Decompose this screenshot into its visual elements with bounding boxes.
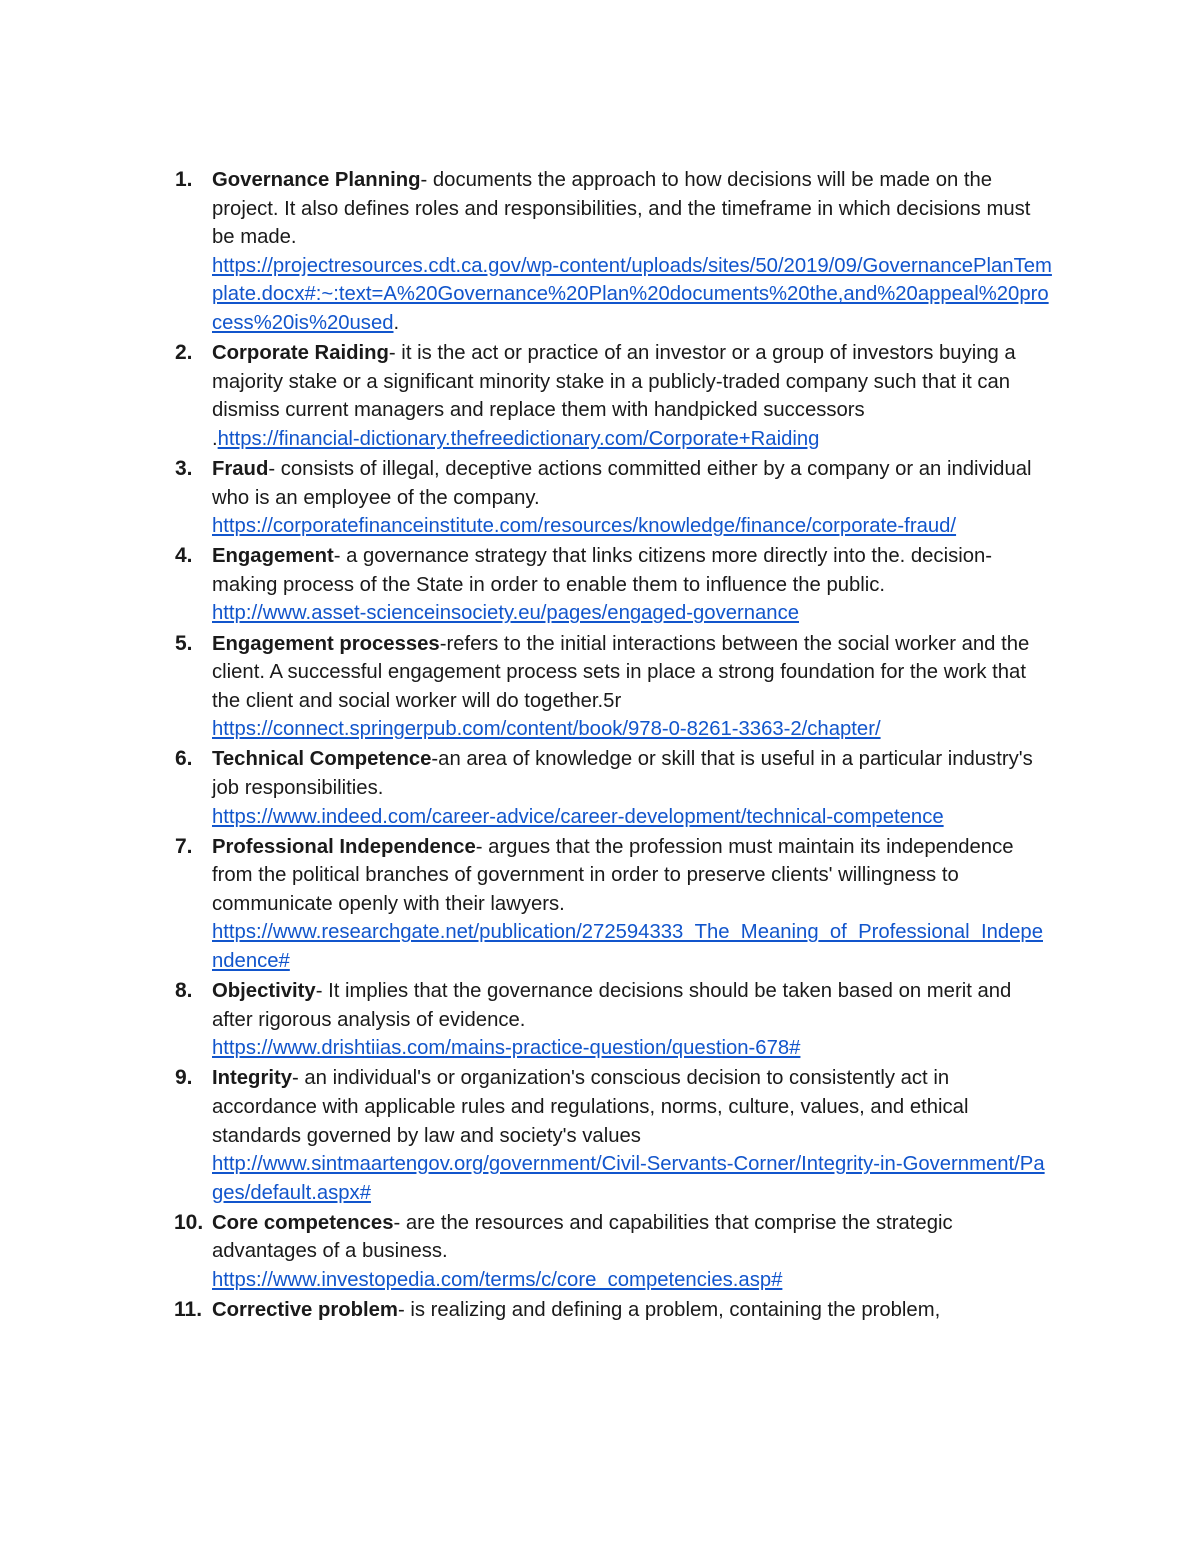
item-term: Core competences xyxy=(212,1211,394,1234)
list-item xyxy=(175,542,1052,628)
list-item xyxy=(175,833,1052,976)
item-link[interactable]: http://www.asset-scienceinsociety.eu/pages/engaged-governance xyxy=(212,602,800,625)
item-number: 11. xyxy=(174,1298,203,1322)
list-item xyxy=(174,1209,1052,1295)
item-definition: - are the resources and capabilities that comprise the strategic advantages of a business. xyxy=(212,1211,953,1263)
item-number: 9. xyxy=(175,1066,193,1090)
item-number: 5. xyxy=(175,631,193,655)
item-link-suffix: . xyxy=(393,311,400,334)
item-term: Objectivity xyxy=(212,980,316,1003)
item-term: Technical Competence xyxy=(212,748,432,771)
item-term: Corrective problem xyxy=(212,1299,398,1322)
item-link-prefix: . xyxy=(212,427,218,450)
item-number: 4. xyxy=(175,544,193,568)
item-link[interactable]: https://corporatefinanceinstitute.com/resources/knowledge/finance/corporate-fraud/ xyxy=(212,515,957,538)
item-number: 10. xyxy=(174,1210,204,1234)
item-term: Engagement xyxy=(212,545,334,568)
item-link[interactable]: https://financial-dictionary.thefreedictionary.com/Corporate+Raiding xyxy=(217,427,820,450)
item-term: Professional Independence xyxy=(212,835,476,858)
item-definition: - It implies that the governance decisions should be taken based on merit and after rigorous analysis of evidence. xyxy=(212,980,1012,1031)
item-number: 2. xyxy=(175,341,193,365)
list-item xyxy=(175,1064,1052,1207)
item-term: Engagement processes xyxy=(212,632,440,655)
item-link[interactable]: https://projectresources.cdt.ca.gov/wp-content/uploads/sites/50/2019/09/GovernancePlanTemplate.docx#:~:text=A%20Governance%20Plan%20documents%20the,and%20appeal%20process%20is%20used xyxy=(212,254,1052,334)
item-number: 8. xyxy=(175,979,193,1003)
item-number: 1. xyxy=(175,168,193,191)
item-number: 6. xyxy=(175,747,193,771)
list-item xyxy=(175,166,1052,338)
list-item xyxy=(175,977,1052,1063)
item-term: Corporate Raiding xyxy=(212,342,389,365)
item-link[interactable]: https://connect.springerpub.com/content/book/978-0-8261-3363-2/chapter/ xyxy=(212,718,881,741)
item-definition: - it is the act or practice of an investor or a group of investors buying a majority stake or a significant minority stake in a publicly-traded company such that it can dismiss current managers and replace them with handpicked successors xyxy=(212,342,1016,422)
item-link[interactable]: http://www.sintmaartengov.org/government/Civil-Servants-Corner/Integrity-in-Government/Pages/default.aspx# xyxy=(212,1153,1045,1204)
item-definition: - an individual's or organization's conscious decision to consistently act in accordance with applicable rules and regulations, norms, culture, values, and ethical standards governed by law and society's values xyxy=(212,1067,969,1147)
item-definition: - a governance strategy that links citizens more directly into the. decision-making process of the State in order to enable them to influence the public. xyxy=(212,545,993,596)
list-item xyxy=(175,455,1052,541)
item-link[interactable]: https://www.indeed.com/career-advice/career-development/technical-competence xyxy=(212,805,944,828)
item-definition: -an area of knowledge or skill that is useful in a particular industry's job responsibilities. xyxy=(212,748,1033,799)
item-term: Fraud xyxy=(212,457,269,480)
list-item xyxy=(175,630,1052,744)
item-link[interactable]: https://www.investopedia.com/terms/c/core_competencies.asp# xyxy=(212,1269,783,1292)
item-link[interactable]: https://www.researchgate.net/publication/272594333_The_Meaning_of_Professional_Independence# xyxy=(212,921,1043,973)
item-number: 3. xyxy=(175,456,193,480)
item-definition: - argues that the profession must maintain its independence from the political branches of government in order to preserve clients' willingness to communicate openly with their lawyers. xyxy=(212,835,1014,915)
item-definition: - documents the approach to how decisions will be made on the project. It also defines roles and responsibilities, and the timeframe in which decisions must be made. xyxy=(212,169,1031,249)
item-definition: -refers to the initial interactions between the social worker and the client. A successful engagement process sets in place a strong foundation for the work that the client and social worker will do together.5r xyxy=(212,632,1030,712)
item-term: Governance Planning xyxy=(212,169,421,191)
item-number: 7. xyxy=(175,834,193,858)
list-item xyxy=(174,1296,1052,1325)
item-definition: - consists of illegal, deceptive actions committed either by a company or an individual who is an employee of the company. xyxy=(212,457,1032,509)
list-item xyxy=(175,339,1052,453)
item-definition: - is realizing and defining a problem, containing the problem, xyxy=(397,1299,941,1322)
item-term: Integrity xyxy=(212,1067,293,1090)
item-link[interactable]: https://www.drishtiias.com/mains-practice-question/question-678# xyxy=(212,1037,801,1060)
glossary-list xyxy=(174,166,1052,1326)
list-item xyxy=(175,745,1052,831)
